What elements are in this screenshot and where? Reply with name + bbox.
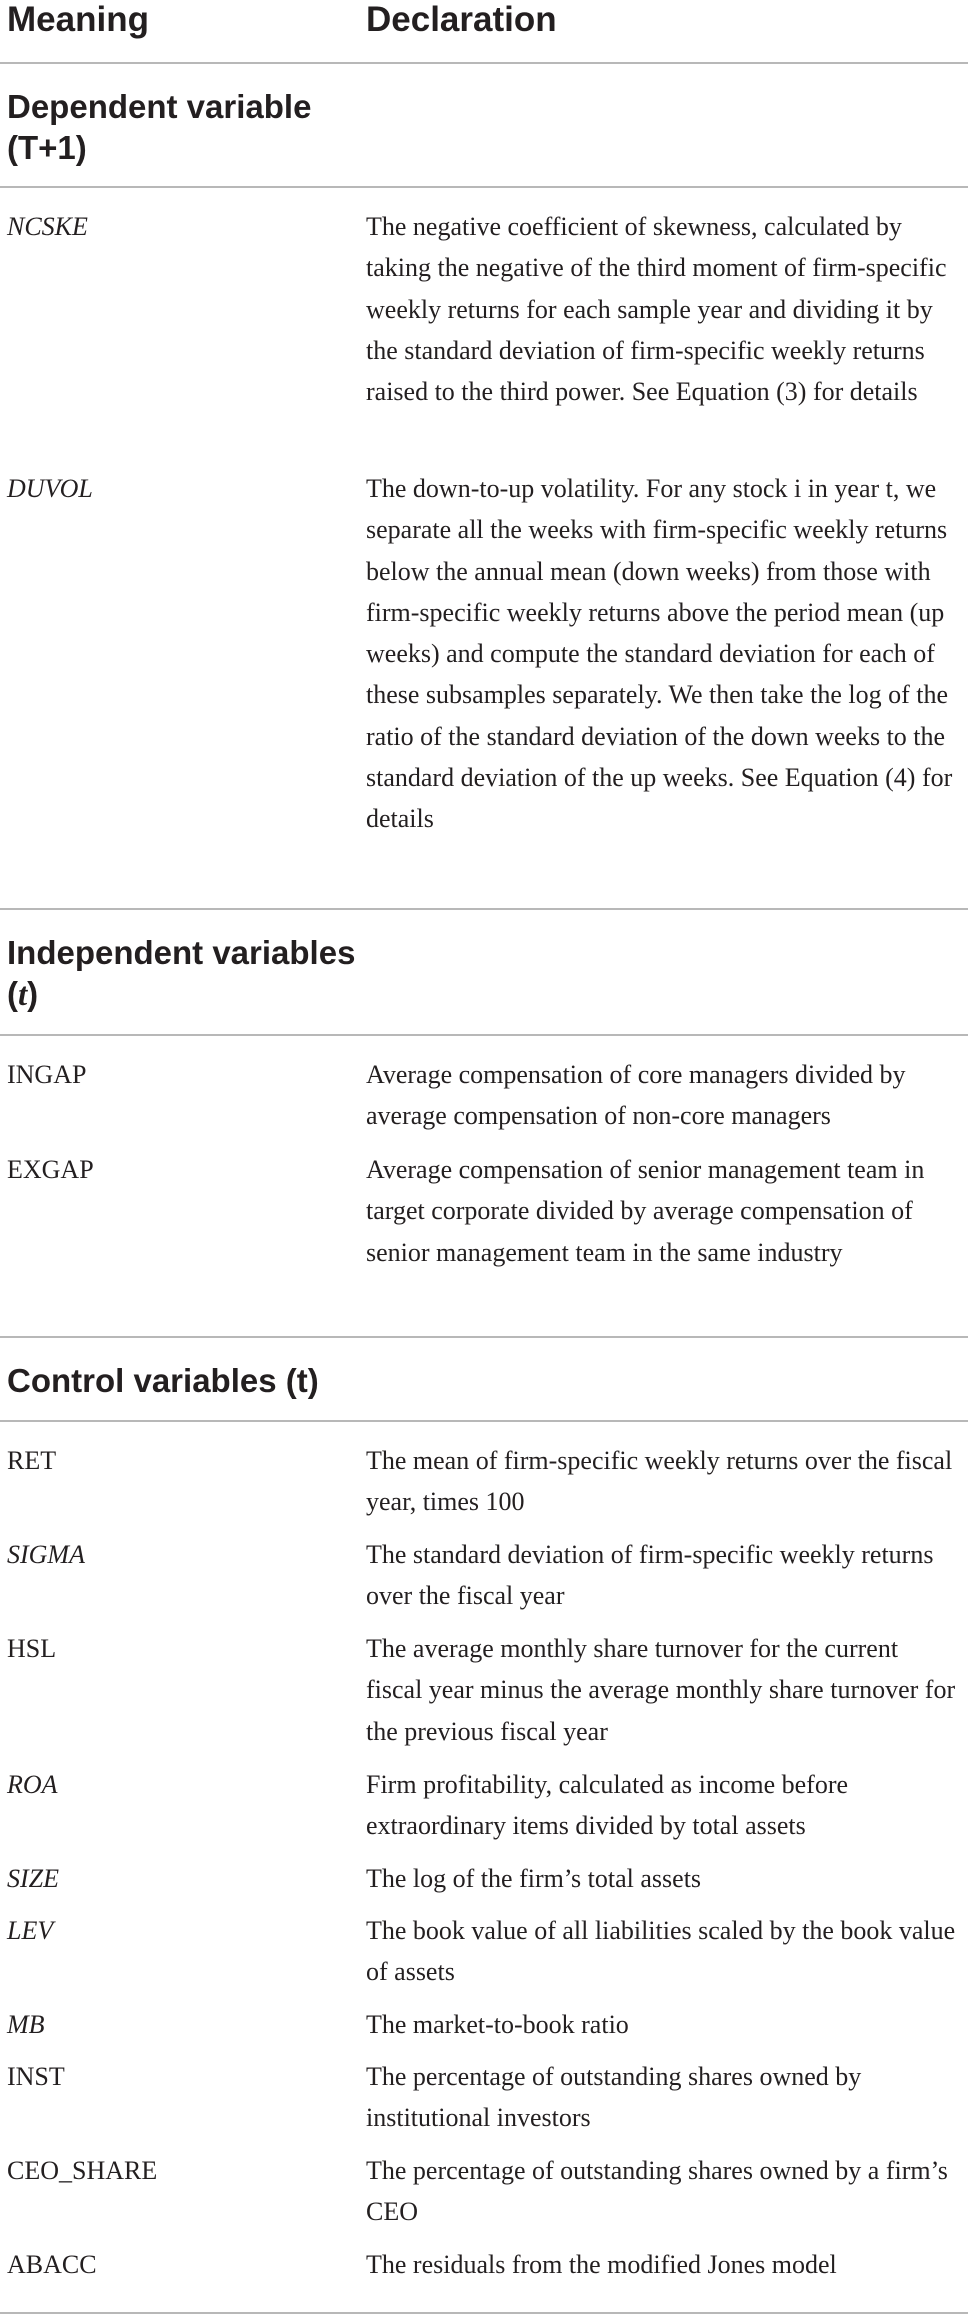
table-row	[0, 1054, 968, 1149]
variable-name: HSL	[7, 1634, 57, 1663]
table-row	[0, 2056, 968, 2150]
table-header	[0, 0, 968, 64]
table-row	[0, 206, 968, 468]
variable-definition: The standard deviation of firm-specific weekly returns over the fiscal year	[366, 1540, 934, 1611]
variable-definition: The average monthly share turnover for the current fiscal year minus the average monthly share turnover for the previous fiscal year	[366, 1634, 956, 1746]
variable-definition: The negative coefficient of skewness, calculated by taking the negative of the third moment of firm-specific weekly returns for each sample year and dividing it by the standard deviation of firm-specific weekly returns raised to the third power. See Equation (3) for details	[366, 212, 947, 407]
variable-name: CEO_SHARE	[7, 2156, 158, 2185]
variable-definition: Firm profitability, calculated as income before extraordinary items divided by total assets	[366, 1770, 849, 1841]
section-title: Dependent variable (T+1)	[7, 88, 312, 166]
table-row	[0, 1858, 968, 1910]
table-row	[0, 2004, 968, 2056]
variable-definition: Average compensation of senior management team in target corporate divided by average compensation of senior management team in the same industry	[366, 1155, 925, 1267]
section-control-rows	[0, 1422, 968, 2314]
variable-definition: The log of the firm’s total assets	[366, 1864, 702, 1893]
variable-name: EXGAP	[7, 1155, 94, 1184]
section-control-heading	[0, 1338, 968, 1422]
table-row	[0, 1149, 968, 1273]
variable-name: MB	[7, 2010, 45, 2039]
section-dependent-heading	[0, 64, 968, 188]
section-title: Independent variables (t)	[7, 934, 356, 1013]
section-title: Control variables (t)	[7, 1362, 319, 1399]
table-row	[0, 1764, 968, 1858]
variable-name: INGAP	[7, 1060, 87, 1089]
variable-name: RET	[7, 1446, 57, 1475]
variable-definition: The percentage of outstanding shares owned by institutional investors	[366, 2062, 862, 2133]
table-row	[0, 1440, 968, 1534]
variable-definition: The mean of firm-specific weekly returns over the fiscal year, times 100	[366, 1446, 953, 1517]
table-row	[0, 1910, 968, 2004]
section-title-symbol: t	[18, 977, 28, 1013]
variable-definition: The residuals from the modified Jones model	[366, 2250, 837, 2279]
variable-definition: The percentage of outstanding shares owned by a firm’s CEO	[366, 2156, 948, 2227]
table-row	[0, 2244, 968, 2285]
section-independent-heading	[0, 910, 968, 1036]
table-row	[0, 468, 968, 840]
variable-definition: Average compensation of core managers divided by average compensation of non-core managers	[366, 1060, 906, 1131]
variable-definition: The down-to-up volatility. For any stock i in year t, we separate all the weeks with firm-specific weekly returns below the annual mean (down weeks) from those with firm-specific weekly returns above the period mean (up weeks) and compute the standard deviation for each of these subsamples separately. We then take the log of the ratio of the standard deviation of the down weeks to the standard deviation of the up weeks. See Equation (4) for details	[366, 474, 953, 834]
variable-definition: The book value of all liabilities scaled by the book value of assets	[366, 1916, 956, 1987]
table-row	[0, 2150, 968, 2244]
header-declaration: Declaration	[366, 0, 557, 39]
variable-name: DUVOL	[7, 474, 93, 503]
variable-name: ABACC	[7, 2250, 97, 2279]
section-dependent-rows	[0, 188, 968, 910]
variable-name: LEV	[7, 1916, 54, 1945]
variable-definition: The market-to-book ratio	[366, 2010, 629, 2039]
variable-name: INST	[7, 2062, 65, 2091]
variable-name: ROA	[7, 1770, 58, 1799]
variable-name: NCSKE	[7, 212, 88, 241]
variable-name: SIZE	[7, 1864, 59, 1893]
table-row	[0, 1534, 968, 1628]
section-independent-rows	[0, 1036, 968, 1338]
table-row	[0, 1628, 968, 1764]
variable-name: SIGMA	[7, 1540, 85, 1569]
header-meaning: Meaning	[7, 0, 149, 39]
